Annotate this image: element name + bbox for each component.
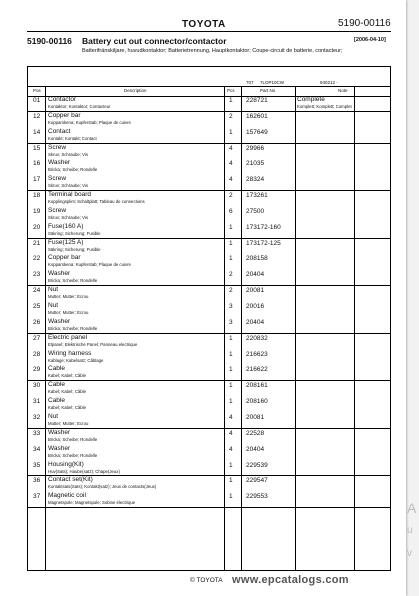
cell-part-no: 208161 [246, 382, 268, 390]
cell-pos: 18 [33, 192, 41, 200]
cell-translation: Kabel; Kabel; Câble [48, 373, 86, 379]
cell-pos: 33 [33, 429, 41, 437]
cell-qty: 1 [229, 477, 233, 485]
table-row [28, 302, 390, 317]
cell-description: Nut [48, 302, 59, 310]
cell-part-no: 229547 [246, 477, 268, 485]
cell-description: Screw [48, 206, 67, 214]
cell-description: Cable [48, 365, 65, 373]
table-row [28, 191, 390, 206]
cell-part-no: 20404 [246, 271, 265, 279]
cell-pos: 12 [33, 112, 41, 120]
cell-part-no: 20404 [246, 445, 265, 453]
cell-translation: Mutter; Mutter; Ecrou [48, 310, 89, 316]
cell-qty: 1 [229, 128, 233, 136]
cell-translation: Mutter; Mutter; Ecrou [48, 420, 89, 426]
cell-description: Fuse(160 A) [48, 222, 84, 230]
cell-pos: 34 [33, 445, 41, 453]
cell-translation: Kopplingsplint; Schaltplatt; Tableau de connections [48, 199, 145, 205]
cell-pos: 30 [33, 382, 41, 390]
cell-description: Electric panel [48, 333, 88, 341]
cell-translation: Mutter; Mutter; Ecrou [48, 294, 89, 300]
cell-part-no: 157649 [246, 128, 268, 136]
cell-description: Washer [48, 159, 71, 167]
section-number: 5190-00116 [27, 36, 72, 46]
cell-translation: Kontaktsats(Sats); Kontakt(satz); Jeux de contacts(Jeux) [48, 484, 157, 490]
cell-translation: Säkring; Sicherung; Fusible [48, 230, 101, 236]
cell-description: Terminal board [48, 191, 91, 199]
cell-pos: 27 [33, 334, 41, 342]
cell-part-no: 20081 [246, 413, 265, 421]
row-group [28, 334, 390, 382]
cell-pos: 01 [33, 97, 41, 104]
cell-pos: 23 [33, 271, 41, 279]
cell-description: Housing(Kit) [48, 460, 84, 468]
table-row [28, 429, 390, 444]
footer-copyright: © TOYOTA [190, 577, 223, 584]
table-row [28, 207, 390, 222]
header-rule [27, 31, 391, 32]
cell-qty: 4 [229, 176, 233, 184]
cell-part-no: 208160 [246, 398, 268, 406]
cell-translation: Säkring; Sicherung; Fusible [48, 246, 101, 252]
row-group [28, 191, 390, 239]
table-row [28, 96, 390, 111]
cell-qty: 6 [229, 207, 233, 215]
section-title: Battery cut out connector/contactor [82, 36, 227, 46]
table-row [28, 270, 390, 285]
section-date: [2006-04-10] [354, 37, 386, 43]
table-row [28, 397, 390, 412]
cell-part-no: 20404 [246, 318, 265, 326]
cell-translation: Skruv; Schraube; Vis [48, 151, 89, 157]
cell-description: Screw [48, 143, 67, 151]
col-pos: Pos [33, 88, 41, 93]
next-page-edge: u [407, 525, 413, 536]
cell-translation: Skruv; Schraube; Vis [48, 183, 89, 189]
table-row [28, 223, 390, 238]
cell-part-no: 162601 [246, 112, 268, 120]
cell-qty: 1 [229, 366, 233, 374]
cell-qty: 3 [229, 303, 233, 311]
cell-note: Complete [297, 96, 325, 103]
cell-qty: 1 [229, 461, 233, 469]
serial-range: 940212 - [320, 80, 338, 85]
watermark: www.epcatalogs.com [232, 574, 349, 586]
table-row [28, 413, 390, 428]
cell-pos: 15 [33, 144, 41, 152]
cell-qty: 4 [229, 144, 233, 152]
table-row [28, 365, 390, 380]
cell-qty: 1 [229, 382, 233, 390]
cell-description: Nut [48, 412, 59, 420]
cell-pos: 22 [33, 255, 41, 263]
next-page-edge: v [407, 548, 412, 559]
cell-pos: 28 [33, 350, 41, 358]
cell-part-no: 216623 [246, 350, 268, 358]
row-group [28, 429, 390, 477]
table-row [28, 445, 390, 460]
table-row [28, 286, 390, 301]
cell-pos: 19 [33, 207, 41, 215]
cell-description: Washer [48, 317, 71, 325]
table-row [28, 461, 390, 476]
header-brand: TOYOTA [182, 19, 226, 30]
cell-part-no: 228721 [246, 97, 268, 104]
cell-description: Fuse(125 A) [48, 238, 84, 246]
col-description: Description [124, 88, 147, 93]
cell-part-no: 20081 [246, 287, 265, 295]
cell-pos: 17 [33, 176, 41, 184]
cell-pos: 37 [33, 493, 41, 501]
cell-qty: 1 [229, 255, 233, 263]
cell-part-no: 229553 [246, 493, 268, 501]
cell-pos: 24 [33, 287, 41, 295]
cell-description: Washer [48, 444, 71, 452]
table-row [28, 476, 390, 491]
table-row [28, 318, 390, 333]
row-group [28, 96, 390, 112]
cell-pos: 31 [33, 398, 41, 406]
col-part-no: Part No [260, 88, 276, 93]
cell-translation: Skruv; Schraube; Vis [48, 214, 89, 220]
row-group [28, 286, 390, 334]
cell-translation: Kabel; Kabel; Câble [48, 389, 86, 395]
cell-qty: 1 [229, 97, 233, 104]
table-row [28, 381, 390, 396]
cell-translation: Kopparskena; Kupferstab; Plaque de cuivre [48, 262, 131, 268]
cell-part-no: 21035 [246, 160, 265, 168]
cell-translation: Kablage; Kabelsatz; Câblage [48, 357, 104, 363]
header-doc-number: 5190-00116 [338, 18, 391, 29]
cell-note-translation: Komplett; Komplett; Complet [297, 104, 352, 109]
row-group [28, 239, 390, 287]
cell-description: Washer [48, 428, 71, 436]
cell-description: Magnetic coil [48, 492, 86, 500]
cell-translation: Bricka; Scheibe; Rondelle [48, 436, 98, 442]
cell-qty: 1 [229, 334, 233, 342]
cell-translation: Kabel; Kabel; Câble [48, 405, 86, 411]
cell-description: Copper bar [48, 254, 81, 262]
cell-part-no: 216622 [246, 366, 268, 374]
cell-translation: Huv(Sats); Haube(satz); Chape(Jeux) [48, 468, 120, 474]
cell-qty: 1 [229, 239, 233, 247]
model-name: 7LOP10CW [260, 80, 285, 85]
row-group [28, 144, 390, 192]
table-row [28, 254, 390, 269]
cell-qty: 4 [229, 429, 233, 437]
cell-part-no: 20016 [246, 303, 265, 311]
cell-translation: Bricka; Scheibe; Rondelle [48, 278, 98, 284]
parts-table [27, 66, 391, 571]
table-row [28, 159, 390, 174]
cell-translation: Bricka; Scheibe; Rondelle [48, 167, 98, 173]
cell-qty: 2 [229, 271, 233, 279]
table-row [28, 175, 390, 190]
cell-part-no: 229539 [246, 461, 268, 469]
cell-qty: 4 [229, 160, 233, 168]
cell-description: Screw [48, 175, 67, 183]
cell-qty: 1 [229, 223, 233, 231]
cell-part-no: 27500 [246, 207, 265, 215]
model-code: 707 [246, 80, 254, 85]
cell-pos: 16 [33, 160, 41, 168]
next-page-edge: A [407, 500, 417, 516]
cell-translation: Kontaktor; Kontaktor; Contacteur [48, 104, 111, 109]
cell-pos: 35 [33, 461, 41, 469]
cell-description: Washer [48, 270, 71, 278]
cell-description: Contactor [48, 96, 77, 103]
row-group [28, 381, 390, 429]
table-row [28, 112, 390, 127]
table-row [28, 239, 390, 254]
cell-pos: 25 [33, 303, 41, 311]
cell-part-no: 220832 [246, 334, 268, 342]
cell-qty: 4 [229, 413, 233, 421]
cell-translation: Elpanel; Elektrische Panel; Panneau electrique [48, 341, 138, 347]
cell-description: Wiring harness [48, 349, 92, 357]
cell-translation: Kontakt; Kontakt; Contact [48, 135, 97, 141]
cell-translation: Bricka; Scheibe; Rondelle [48, 452, 98, 458]
row-group [28, 476, 390, 508]
table-row [28, 128, 390, 143]
cell-translation: Bricka; Scheibe; Rondelle [48, 325, 98, 331]
cell-qty: 1 [229, 398, 233, 406]
cell-part-no: 173261 [246, 192, 268, 200]
cell-pos: 26 [33, 318, 41, 326]
cell-qty: 1 [229, 350, 233, 358]
cell-part-no: 28324 [246, 176, 265, 184]
cell-description: Nut [48, 286, 59, 294]
table-row [28, 492, 390, 507]
cell-pos: 36 [33, 477, 41, 485]
cell-pos: 14 [33, 128, 41, 136]
cell-description: Cable [48, 397, 65, 405]
cell-part-no: 29966 [246, 144, 265, 152]
cell-qty: 3 [229, 318, 233, 326]
cell-description: Copper bar [48, 111, 81, 119]
cell-qty: 1 [229, 493, 233, 501]
cell-pos: 32 [33, 413, 41, 421]
cell-pos: 21 [33, 239, 41, 247]
col-note: Note [338, 88, 348, 93]
table-blank-header [28, 67, 390, 79]
table-row [28, 144, 390, 159]
cell-translation: Magnetspole; Magnetspule; Sobine électrique [48, 500, 136, 506]
cell-part-no: 22528 [246, 429, 265, 437]
cell-part-no: 208158 [246, 255, 268, 263]
cell-description: Contact set(Kit) [48, 476, 93, 484]
cell-pos: 29 [33, 366, 41, 374]
table-row [28, 334, 390, 349]
cell-description: Cable [48, 381, 65, 389]
cell-qty: 4 [229, 445, 233, 453]
section-subtitle: Batterifränskiljare, huvudkontaktor; Batterietrennung, Hauptkontaktor; Coupe-circuit de batterie, contacteur; [82, 48, 343, 54]
cell-part-no: 173172-160 [246, 223, 281, 231]
cell-pos: 20 [33, 223, 41, 231]
cell-part-no: 173172-125 [246, 239, 281, 247]
cell-qty: 2 [229, 112, 233, 120]
cell-qty: 2 [229, 192, 233, 200]
col-qty: Pcs [227, 88, 235, 93]
cell-qty: 2 [229, 287, 233, 295]
cell-translation: Kopparskena; Kupferstab; Plaque de cuivre [48, 119, 131, 125]
cell-description: Contact [48, 127, 71, 135]
table-row [28, 350, 390, 365]
row-group [28, 112, 390, 144]
